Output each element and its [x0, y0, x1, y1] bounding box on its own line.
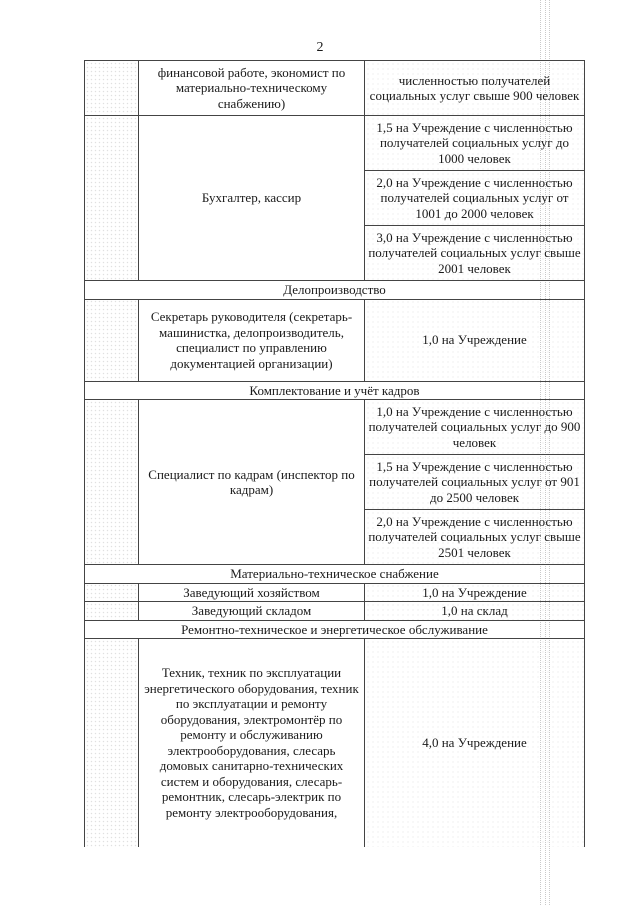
norm-cell: численностью получателей социальных услуг свыше 900 человек [365, 61, 585, 116]
section-heading: Делопроизводство [85, 281, 585, 300]
norm-cell: 2,0 на Учреждение с численностью получателей социальных услуг свыше 2501 человек [365, 510, 585, 565]
blank-cell [85, 639, 139, 847]
staffing-norms-table [84, 60, 585, 847]
section-row [85, 381, 585, 400]
norm-cell: 1,0 на Учреждение [365, 583, 585, 602]
position-cell: Секретарь руководителя (секретарь-машинистка, делопроизводитель, специалист по управлению документацией организации) [139, 299, 365, 381]
norm-cell: 4,0 на Учреждение [365, 639, 585, 847]
position-cell: Бухгалтер, кассир [139, 116, 365, 281]
position-cell: финансовой работе, экономист по материально-техническому снабжению) [139, 61, 365, 116]
table-row [85, 400, 585, 455]
table-row [85, 299, 585, 381]
table-row [85, 116, 585, 171]
norm-cell: 3,0 на Учреждение с численностью получателей социальных услуг свыше 2001 человек [365, 226, 585, 281]
page-number: 2 [316, 40, 324, 55]
position-cell: Заведующий хозяйством [139, 583, 365, 602]
position-cell: Заведующий складом [139, 602, 365, 621]
position-cell: Специалист по кадрам (инспектор по кадрам) [139, 400, 365, 565]
blank-cell [85, 299, 139, 381]
blank-cell [85, 583, 139, 602]
section-row [85, 565, 585, 584]
section-heading: Комплектование и учёт кадров [85, 381, 585, 400]
table-row [85, 602, 585, 621]
blank-cell [85, 602, 139, 621]
blank-cell [85, 61, 139, 116]
section-row [85, 281, 585, 300]
norm-cell: 1,5 на Учреждение с численностью получателей социальных услуг до 1000 человек [365, 116, 585, 171]
table-row [85, 61, 585, 116]
norm-cell: 2,0 на Учреждение с численностью получателей социальных услуг от 1001 до 2000 человек [365, 171, 585, 226]
position-cell: Техник, техник по эксплуатации энергетического оборудования, техник по эксплуатации и ремонту оборудования, электромонтёр по ремонту и обслуживанию электрооборудования, слесарь домовых санитарно-технических систем и оборудования, слесарь-ремонтник, слесарь-электрик по ремонту электрооборудования, [139, 639, 365, 847]
norm-cell: 1,0 на Учреждение с численностью получателей социальных услуг до 900 человек [365, 400, 585, 455]
norm-cell: 1,0 на Учреждение [365, 299, 585, 381]
table-row [85, 639, 585, 847]
table-row [85, 583, 585, 602]
blank-cell [85, 400, 139, 565]
norm-cell: 1,5 на Учреждение с численностью получателей социальных услуг от 901 до 2500 человек [365, 455, 585, 510]
section-heading: Материально-техническое снабжение [85, 565, 585, 584]
section-row [85, 620, 585, 639]
section-heading: Ремонтно-техническое и энергетическое обслуживание [85, 620, 585, 639]
blank-cell [85, 116, 139, 281]
norm-cell: 1,0 на склад [365, 602, 585, 621]
